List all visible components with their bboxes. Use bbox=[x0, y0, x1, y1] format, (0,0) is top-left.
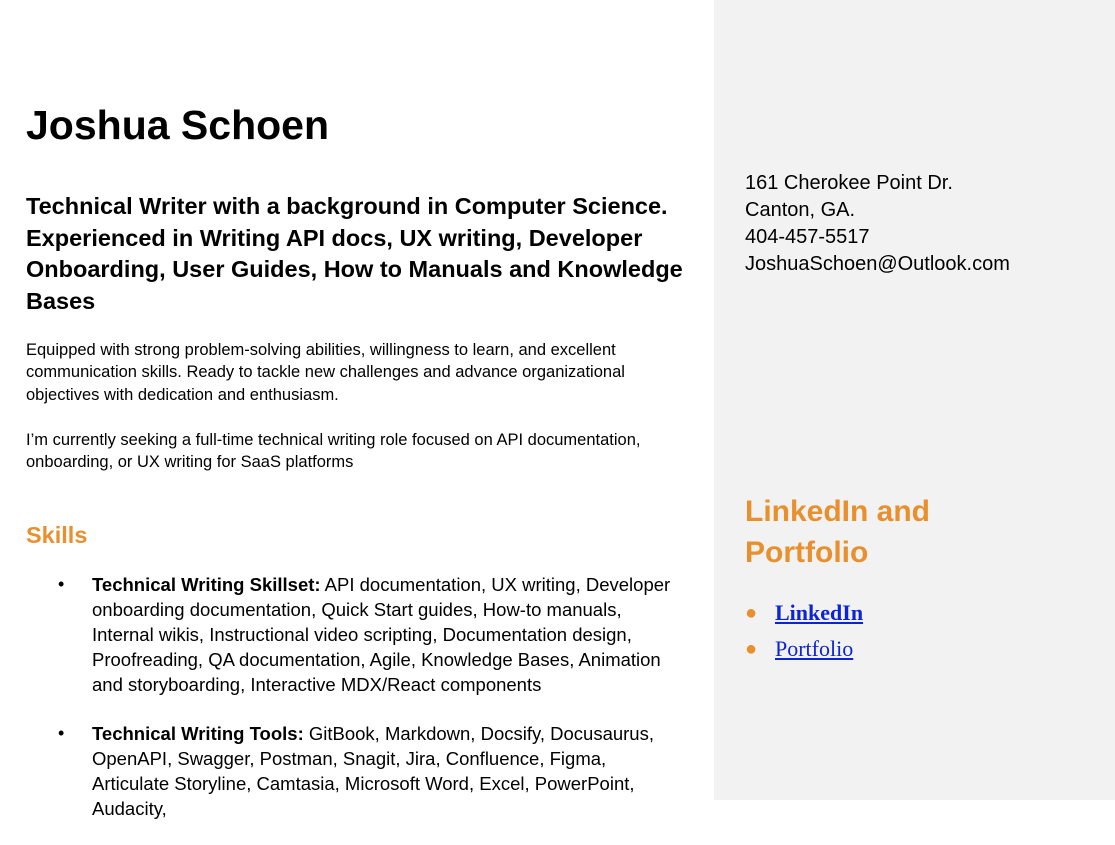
skill-label: Technical Writing Tools: bbox=[92, 723, 304, 744]
address-line: 161 Cherokee Point Dr. bbox=[745, 172, 953, 194]
links-heading: LinkedIn and Portfolio bbox=[745, 495, 931, 569]
resume-name: Joshua Schoen bbox=[26, 102, 330, 148]
skill-text: API documentation, UX writing, Developer onboarding documentation, Quick Start guides, How-to manuals, Internal wikis, Instructional video scripting, Documentation design, Proofreading, QA documentation, Agile, Knowledge Bases, Animation and storyboarding, Interactive MDX/React components bbox=[92, 574, 671, 695]
linkedin-link[interactable]: LinkedIn bbox=[775, 600, 864, 625]
portfolio-link[interactable]: Portfolio bbox=[775, 636, 854, 661]
skills-heading: Skills bbox=[26, 522, 88, 548]
bullet-icon: • bbox=[58, 574, 65, 594]
bullet-icon: • bbox=[58, 723, 65, 743]
skills-list bbox=[0, 572, 700, 845]
skill-text: GitBook, Markdown, Docsify, Docusaurus, OpenAPI, Swagger, Postman, Snagit, Jira, Confluence, Figma, Articulate Storyline, Camtasia, Microsoft Word, Excel, PowerPoint, Audacity, bbox=[92, 723, 654, 819]
summary-paragraph: I’m currently seeking a full-time technical writing role focused on API documentation, onboarding, or UX writing for SaaS platforms bbox=[26, 431, 641, 472]
city-line: Canton, GA. bbox=[745, 199, 856, 221]
summary-paragraph: Equipped with strong problem-solving abilities, willingness to learn, and excellent communication skills. Ready to tackle new challenges and advance organizational objectives with dedication and enthusiasm. bbox=[26, 341, 625, 404]
skill-label: Technical Writing Skillset: bbox=[92, 574, 321, 595]
links-list bbox=[745, 595, 863, 667]
skill-item bbox=[0, 721, 682, 821]
email-address: JoshuaSchoen@Outlook.com bbox=[745, 253, 1010, 275]
phone-number: 404-457-5517 bbox=[745, 226, 870, 248]
bullet-icon: ● bbox=[745, 602, 758, 624]
contact-info bbox=[745, 170, 1010, 278]
contact-sidebar bbox=[714, 0, 1115, 800]
link-item-portfolio bbox=[745, 631, 863, 667]
resume-headline: Technical Writer with a background in Computer Science. Experienced in Writing API docs, UX writing, Developer Onboarding, User Guides, How to Manuals and Knowledge Bases bbox=[26, 193, 683, 314]
bullet-icon: ● bbox=[745, 638, 758, 660]
skill-item bbox=[0, 572, 682, 697]
link-item-linkedin bbox=[745, 595, 863, 631]
